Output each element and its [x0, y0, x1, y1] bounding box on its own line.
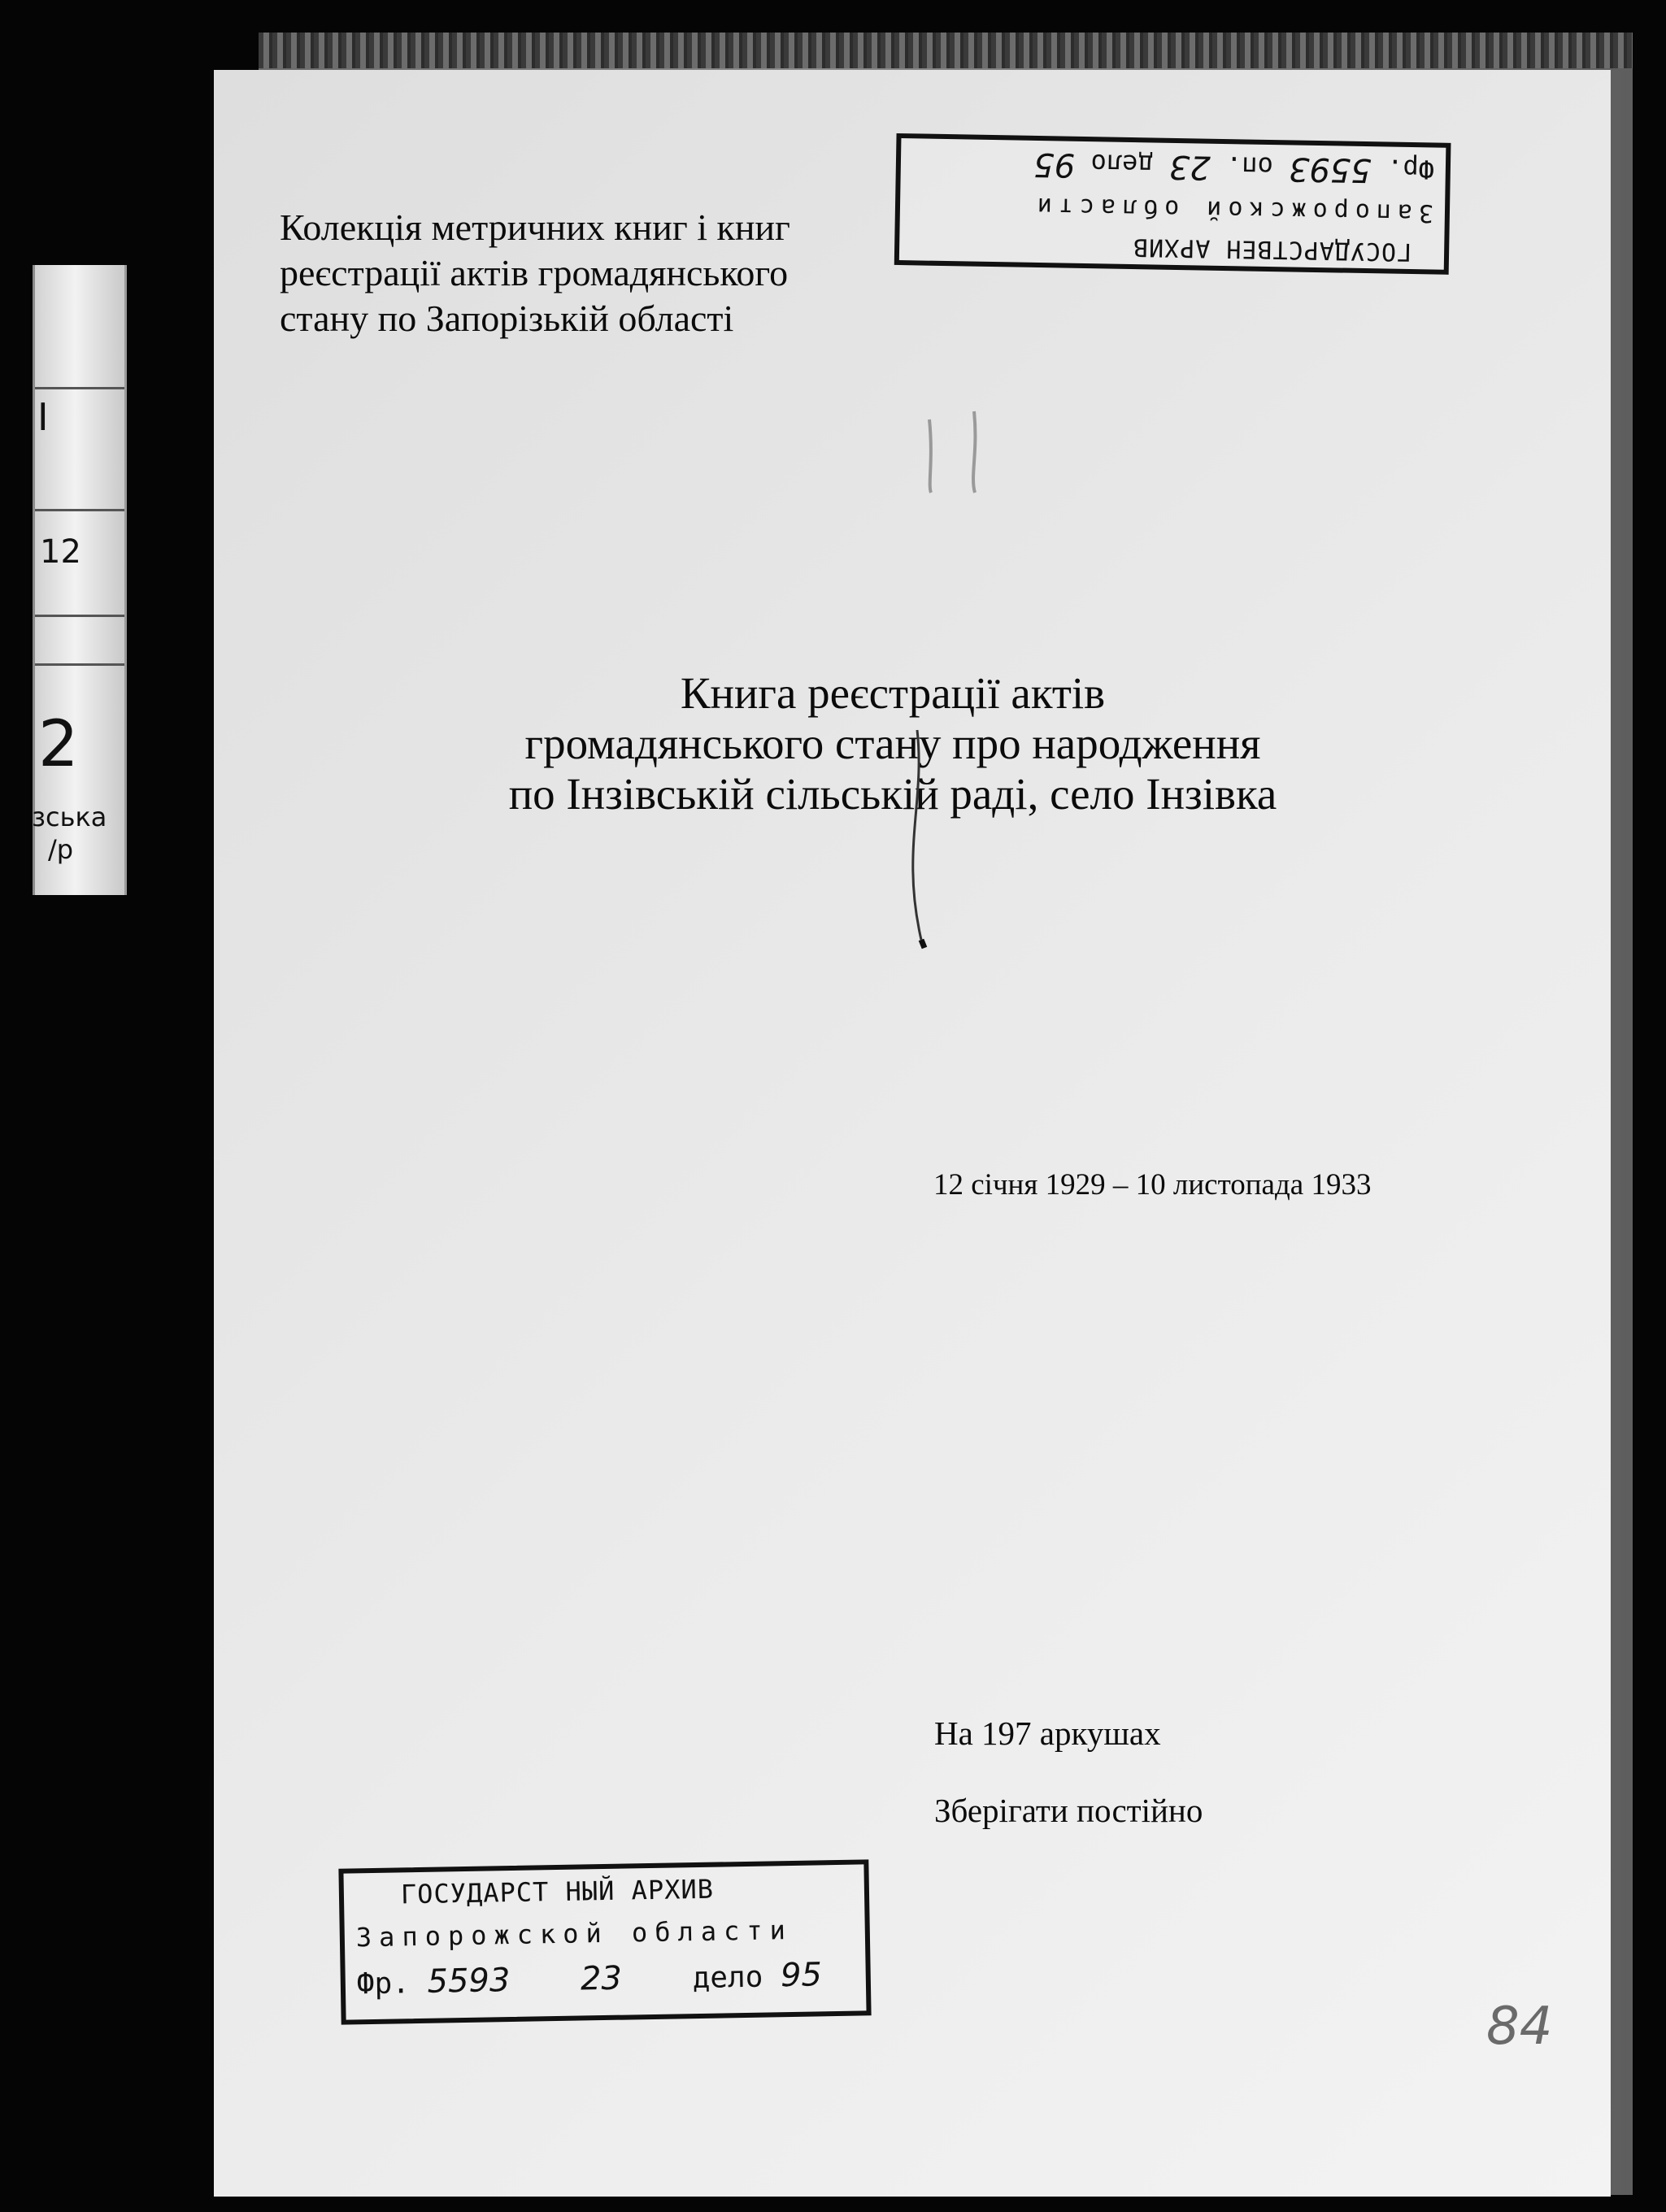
stamp-fond-label: Фр.	[356, 1966, 411, 2001]
stamp-delo: 95	[1033, 145, 1076, 184]
stamp-fond: 5593	[427, 1962, 511, 2001]
stamp-fond-label: Фр.	[1386, 153, 1435, 185]
pencil-stroke	[929, 419, 931, 493]
stamp-fond: 5593	[1288, 150, 1372, 189]
spine-rule	[35, 615, 124, 617]
spine-rule	[35, 509, 124, 511]
stamp-archive-name: ГОСУДАРСТВЕН АРХИВ	[1132, 232, 1412, 267]
spine-rule	[35, 663, 124, 666]
handwritten-page-number: 84	[1486, 1997, 1553, 2057]
date-range: 12 січня 1929 – 10 листопада 1933	[933, 1168, 1372, 1202]
spine-rule	[35, 387, 124, 389]
stamp-region: Запорожской области	[1030, 191, 1434, 228]
stamp-archive-name: ГОСУДАРСТ НЫЙ АРХИВ	[400, 1873, 715, 1910]
pencil-marks	[214, 70, 1611, 2197]
retention-note: Зберігати постійно	[934, 1792, 1203, 1829]
pencil-stroke	[921, 940, 924, 948]
cover-page	[214, 70, 1611, 2197]
spine-label	[33, 265, 127, 895]
stamp-opis-label: оп.	[1225, 150, 1274, 183]
title-line: Книга реєстрації актів	[680, 668, 1106, 718]
title-line: громадянського стану про народження	[524, 719, 1261, 768]
spine-text: I	[37, 395, 49, 439]
stamp-opis: 23	[1168, 147, 1211, 186]
stamp-opis: 23	[580, 1959, 623, 1998]
collection-name: Колекція метричних книг і книг реєстрації актів громадянського стану по Запорізькій області	[280, 206, 790, 339]
spine-text: /р	[48, 834, 74, 865]
spine-text: 2	[38, 708, 79, 781]
spine-text: 12	[40, 533, 81, 571]
stamp-delo-label: дело	[1090, 148, 1154, 180]
stamp-region: Запорожской области	[355, 1914, 794, 1953]
sheet-count: На 197 аркушах	[934, 1714, 1161, 1752]
pencil-stroke	[913, 730, 921, 940]
title-line: по Інзівській сільській раді, село Інзівка	[508, 769, 1277, 819]
stamp-delo: 95	[780, 1956, 823, 1995]
spine-text: зська	[32, 802, 107, 832]
stamp-delo-label: дело	[692, 1960, 763, 1996]
back-cover-top-edge	[259, 33, 1633, 68]
pencil-stroke	[973, 411, 975, 493]
